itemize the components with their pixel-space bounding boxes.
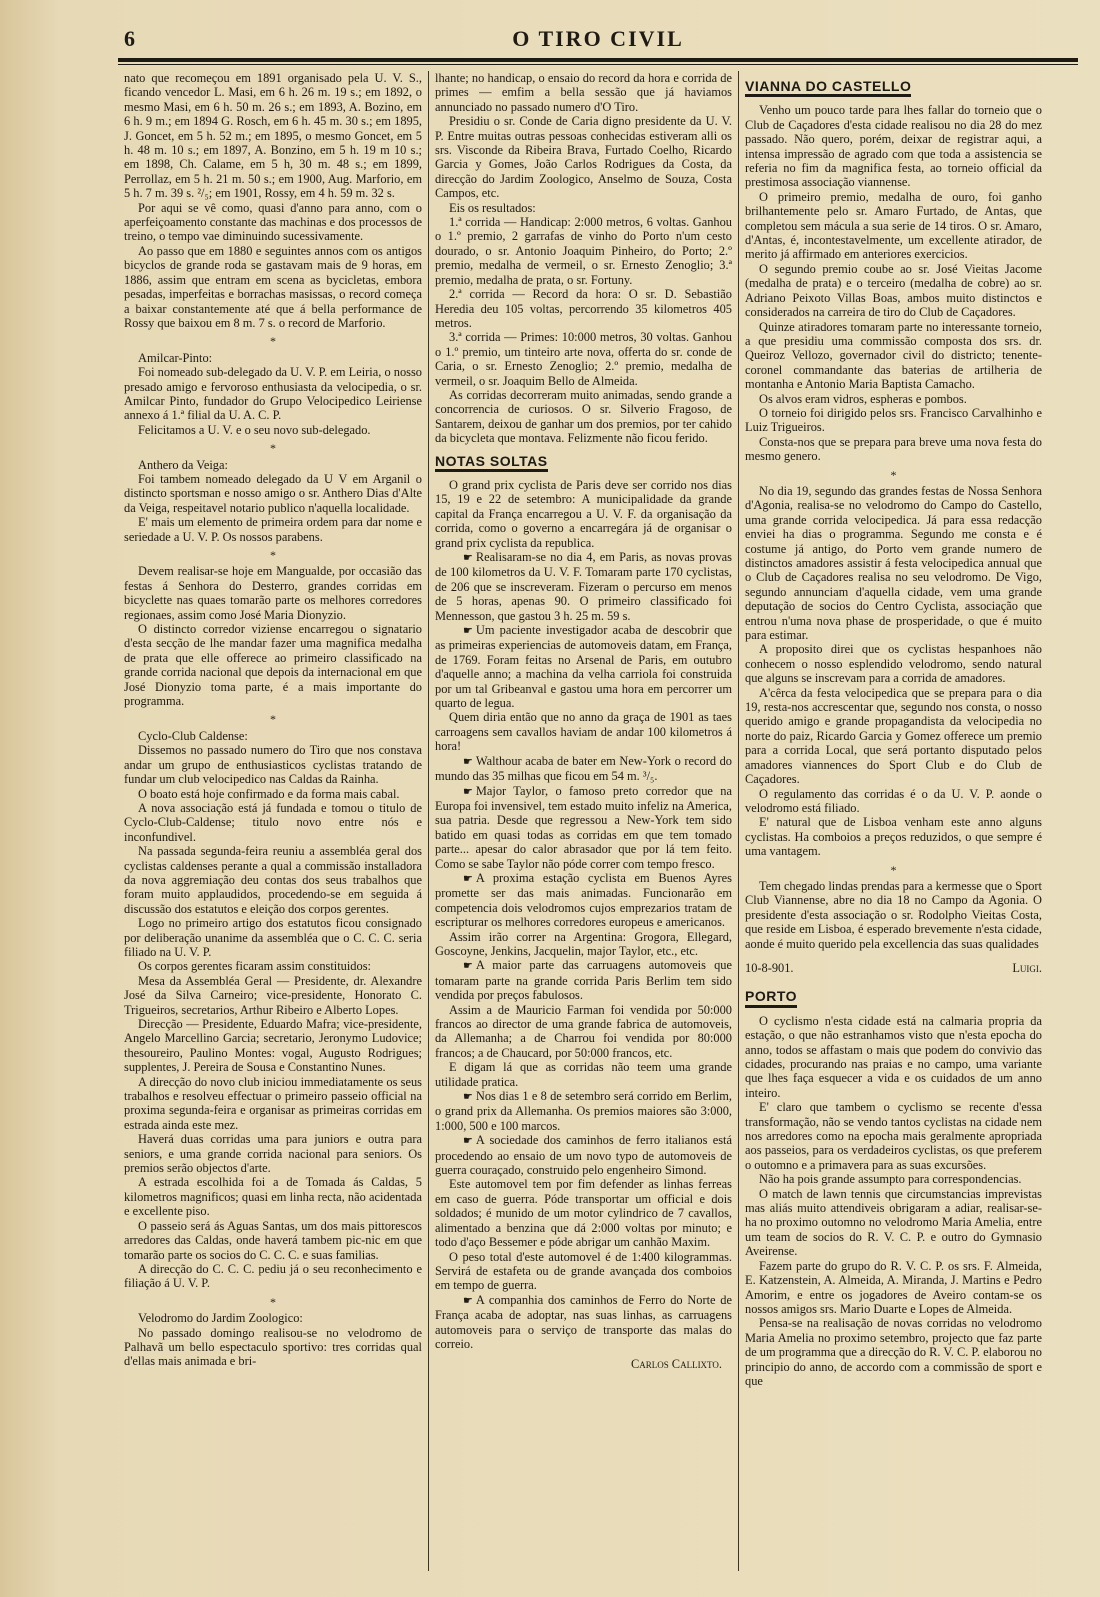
paragraph [124, 844, 422, 916]
paragraph [435, 114, 732, 200]
paragraph [745, 686, 1042, 787]
paragraph-text: A estrada escolhida foi a de Tomada ás Caldas, 5 kilometros magnificos; quasi em linha recta, não acidentada e excellente piso. [124, 1175, 422, 1219]
header-rule-thick [118, 58, 1078, 62]
paragraph-text: Walthour acaba de bater em New-York o record do mundo das 35 milhas que ficou em 54 m. ³/₅. [435, 753, 732, 784]
paragraph [124, 1075, 422, 1133]
paragraph-text: No passado domingo realisou-se no velodromo de Palhavã um bello espectaculo sportivo: tres corridas qual d'ellas mais animada e bri- [124, 1325, 422, 1369]
section-separator: * [270, 334, 276, 349]
paragraph-text: Major Taylor, o famoso preto corredor que na Europa foi invensivel, tem estado muito infeliz na America, sua patria. Desde que regressou a New-York tem sido batido em quasi todas as corridas em que tem tomado parte... apesar do calor abrasador que por lá tem feito. Como se sabe Taylor não póde correr com tempo fresco. [435, 783, 732, 871]
paragraph [124, 564, 422, 622]
paragraph-text: Por aqui se vê como, quasi d'anno para anno, com o aperfeiçoamento constante das machinas e dos processos de treino, o tempo vae diminuindo sucessivamente. [124, 200, 422, 244]
dateline-date: 10-8-901. [745, 960, 794, 975]
paragraph-text: 2.ª corrida — Record da hora: O sr. D. Sebastião Heredia deu 105 voltas, percorrendo 35 kilometros 405 metros. [435, 287, 732, 330]
paragraph [124, 515, 422, 544]
paragraph-text: Tem chegado lindas prendas para a kermesse que o Sport Club Viannense, abre no dia 18 no Campo da Agonia. O presidente d'esta associação o sr. Rodolpho Vieitas Costa, que reside em Lisboa, é esperado brevemente n'esta cidade, aonde é muito querido pela excellencia das suas qualidades [745, 878, 1042, 951]
paragraph-text: Pensa-se na realisação de novas corridas no velodromo Maria Amelia no proximo setembro, projecto que faz parte de um programma que a direcção do R. V. C. P. elaborou no principio do anno, de accordo com a commissão de sport e que [745, 1316, 1042, 1388]
paragraph [435, 201, 732, 215]
paragraph [745, 1014, 1042, 1100]
paragraph-text: A nova associação está já fundada e tomou o titulo de Cyclo-Club-Caldense; titulo novo entre nós e inconfundivel. [124, 800, 422, 844]
pointing-hand-icon: ☛ [463, 1091, 473, 1104]
paragraph-text: O peso total d'este automovel é de 1:400 kilogrammas. Servirá de estafeta ou de grande avançada dos comboios em tempo de guerra. [435, 1249, 732, 1293]
paragraph [124, 472, 422, 515]
paragraph-text: lhante; no handicap, o ensaio do record da hora e corrida de primes — emfim a bella sessão que já haviamos annunciado no passado numero d'O Tiro. [435, 71, 732, 114]
paragraph [124, 71, 422, 201]
paragraph [124, 787, 422, 801]
pointing-hand-icon: ☛ [463, 552, 473, 564]
paragraph-text: E' natural que de Lisboa venham este anno alguns cyclistas. Ha comboios a preços reduzidos, o que sempre é uma vantagem. [745, 815, 1042, 859]
paragraph-text: E' claro que tambem o cyclismo se recente d'essa transformação, não se vendo tantos cyclistas na cidade nem nos arredores como na epocha mais geralmente apropriada aos passeios, para os verdadeiros cyclistas, os que preferem o outomno e a primavera para as suas excursões. [745, 1100, 1042, 1172]
paragraph [435, 623, 732, 710]
pointing-hand-icon: ☛ [463, 1294, 473, 1307]
paragraph-text: Foi nomeado sub-delegado da U. V. P. em Leiria, o nosso presado amigo e fervoroso enthusiasta da velocipedia, o sr. Amilcar Pinto, fundador do Grupo Velocipedico Leiriense annexo á 1.ª filial da U. A. C. P. [124, 365, 422, 423]
paragraph [745, 1316, 1042, 1388]
paragraph [124, 458, 422, 472]
dateline-author: Luigi. [1012, 960, 1042, 975]
paragraph-text: O match de lawn tennis que circumstancias imprevistas mas aliás muito attendiveis obrigaram a adiar, realisar-se-ha no proximo outomno no velodromo Maria Amelia, entre um team de socios do R. V. C. P. e outro do Gymnasio Aveirense. [745, 1186, 1042, 1259]
section-separator: * [270, 441, 276, 456]
section-separator: * [270, 1294, 276, 1309]
page-header [118, 22, 1078, 58]
paragraph-text: Venho um pouco tarde para lhes fallar do torneio que o Club de Caçadores d'esta cidade realisou no dia 28 do mez passado. Não quero, porém, deixar de registrar aqui, a intensa impressão de agrado com que toda a assistencia se referia no fim da magnifica festa, ao torneio official da prestimosa associação viannense. [745, 103, 1042, 190]
paragraph [435, 215, 732, 287]
section-heading [745, 981, 1042, 1013]
paragraph-text: Velodromo do Jardim Zoologico: [138, 1311, 303, 1326]
paragraph-text: Amilcar-Pinto: [138, 350, 213, 365]
paragraph-text: Consta-nos que se prepara para breve uma nova festa do mesmo genero. [745, 434, 1042, 464]
paragraph [435, 710, 732, 753]
section-separator: * [270, 712, 276, 727]
paragraph-text: Assim a de Mauricio Farman foi vendida por 50:000 francos ao director de uma grande fabrica de automoveis, da Allemanha; a de Charrou foi vendida por 80:000 francos; a de Chaucard, por 50:000 francos, etc. [435, 1002, 732, 1060]
paragraph-text: E' mais um elemento de primeira ordem para dar nome e seriedade a U. V. P. Os nossos parabens. [124, 515, 422, 544]
paragraph-text: Direcção — Presidente, Eduardo Mafra; vice-presidente, Angelo Marcellino Garcia; secretario, Jeronymo Ludovice; thesoureiro, Paulino Montes: vogal, Augusto Rodrigues; supplentes, J. Pereira de Sousa e Constantino Nunes. [124, 1017, 422, 1075]
paragraph-text: Quem diria então que no anno da graça de 1901 as taes carroagens sem cavallos haviam de andar 100 kilometros á hora! [435, 710, 732, 754]
column-left [118, 71, 428, 1571]
paragraph-text: Presidiu o sr. Conde de Caria digno presidente da U. V. P. Entre muitas outras pessoas conhecidas estiveram alli os srs. Visconde da Ribeira Brava, Furtado Coelho, Ricardo Garcia y Gomes, João Carlos Rodrigues da Costa, da direcção do Jardim Zoologico, Anselmo de Souza, Costa Campos, etc. [435, 114, 732, 201]
paragraph [435, 1293, 732, 1352]
paragraph [435, 478, 732, 550]
paragraph [745, 787, 1042, 816]
paragraph [745, 103, 1042, 189]
paragraph [435, 330, 732, 388]
paragraph [435, 871, 732, 930]
paragraph [124, 729, 422, 743]
paragraph-text: O boato está hoje confirmado e da forma mais cabal. [138, 786, 400, 801]
paragraph [435, 1003, 732, 1061]
paragraph-text: O grand prix cyclista de Paris deve ser corrido nos dias 15, 19 e 22 de setembro: A municipalidade da grande capital da França encarregou a U. V. F. da organisação da corrida, como o governo a encarregára já de organisar o grand prix cyclista da republica. [435, 477, 732, 550]
paragraph-text: A sociedade dos caminhos de ferro italianos está procedendo ao ensaio de um novo typo de automoveis de guerra couraçado, construido pelo engenheiro Simond. [435, 1133, 732, 1178]
paragraph-text: O torneio foi dirigido pelos srs. Francisco Carvalhinho e Luiz Trigueiros. [745, 405, 1042, 435]
paragraph [124, 201, 422, 244]
paragraph [435, 71, 732, 114]
paragraph [435, 1060, 732, 1089]
section-separator: * [270, 548, 276, 562]
paragraph-text: Mesa da Assembléa Geral — Presidente, dr. Alexandre José da Silva Carneiro; vice-presidente, Honorato C. Trigueiros, secretarios, Arthur Ribeiro e Alberto Lopes. [124, 973, 422, 1017]
paragraph-text: 1.ª corrida — Handicap: 2:000 metros, 6 voltas. Ganhou o 1.º premio, 2 garrafas de vinho do Porto n'um cesto dourado, o sr. Antonio Joaquim Pinheiro, do Porto; 2.º premio, medalha de vermeil, o sr. Ernesto Zenoglio; 3.ª premio, medalha de prata, o sr. Fortuny. [435, 215, 732, 287]
paragraph-text: O distincto corredor viziense encarregou o signatario d'esta secção de lhe mandar fazer uma magnifica medalha de prata que elle offerece ao primeiro classificado na grande corrida nacional que depois da internacional em que José Dionyzio toma parte, é a mais importante do programma. [124, 622, 422, 709]
paragraph-text: Realisaram-se no dia 4, em Paris, as novas provas de 100 kilometros da U. V. F. Tomaram parte 170 cyclistas, de 206 que se inscreveram. Fizeram o percurso em menos de 5 horas, apenas 90. O primeiro classificado foi Mennesson, que gastou 3 h. 25 m. 59 s. [435, 550, 732, 623]
section-separator: * [890, 467, 897, 482]
page-number: 6 [124, 26, 135, 51]
paragraph-text: As corridas decorreram muito animadas, sendo grande a concorrencia de curiosos. O sr. Silverio Fragoso, de Santarem, deixou de ganhar um dos premios, por ter cahido da bicycleta que montava. Felizmente não ficou ferido. [435, 387, 732, 446]
pointing-hand-icon: ☛ [463, 960, 473, 973]
paragraph [745, 1259, 1042, 1317]
paragraph [435, 1089, 732, 1133]
paragraph-text: Este automovel tem por fim defender as linhas ferreas em caso de guerra. Póde transportar um official e dois soldados; é munido de um motor cylindrico de 7 cavallos, alimentado a benzina que dá 2:000 voltas por minuto; e todo d'aço Bessemer e póde abrigar um canhão Maxim. [435, 1177, 732, 1250]
paragraph [435, 1177, 732, 1249]
paragraph-text: Os alvos eram vidros, espheras e pombos. [759, 391, 967, 406]
paragraph-text: Quinze atiradores tomaram parte no interessante torneio, a que presidiu uma commissão composta dos srs. dr. Queiroz Vellozo, governador civil do districto; tenente-coronel commandante das baterias de artilheria de montanha e Antonio Maria Baptista Camacho. [745, 319, 1042, 392]
paragraph [124, 423, 422, 437]
paragraph [124, 1017, 422, 1075]
masthead-title: O TIRO CIVIL [512, 26, 684, 51]
paragraph-text: Eis os resultados: [449, 200, 536, 215]
paragraph [745, 435, 1042, 464]
column-right [738, 71, 1048, 1571]
paragraph [745, 484, 1042, 642]
paragraph-text: A'cêrca da festa velocipedica que se prepara para o dia 19, resta-nos accrescentar que, segundo nos consta, o nosso querido amigo e grande propagandista da velocipedia no norte do paiz, Ricardo Garcia y Gomez offerece um premio para a corrida Local, que será portanto disputado pelos amadores viannences do Sport Club e do Club de Caçadores. [745, 685, 1042, 787]
paragraph [124, 916, 422, 959]
section-separator: * [890, 862, 897, 877]
paragraph-text: A maior parte das carruagens automoveis que tomaram parte na grande corrida Paris Berlim tem sido vendida por preços fabulosos. [435, 958, 732, 1003]
paragraph [745, 392, 1042, 406]
paragraph-text: No dia 19, segundo das grandes festas de Nossa Senhora d'Agonia, realisa-se no velodromo do Campo do Castello, uma grande corrida velocipedica. Já para essa redacção enviei ha dias o programma. Segundo me consta e é costume já antigo, do Porto vem grande numero de distinctos amadores assistir á festa velocipedica annual que o Club de Caçadores realisa no seu velodromo. De Vigo, segundo annunciam d'aquella cidade, vem uma grande deputação de socios do Centro Cyclista, associação que entrou n'uma nova phase de prosperidade, o que é muito para estimar. [745, 483, 1042, 643]
paragraph [435, 784, 732, 871]
pointing-hand-icon: ☛ [463, 755, 473, 768]
pointing-hand-icon: ☛ [463, 785, 473, 798]
paragraph [124, 801, 422, 844]
paragraph-text: O passeio será ás Aguas Santas, um dos mais pittorescos arredores das Caldas, onde haverá tambem pic-nic em que tomarão parte os socios do C. C. C. e suas familias. [124, 1218, 422, 1262]
paragraph [435, 1133, 732, 1177]
column-middle [428, 71, 738, 1571]
columns [118, 71, 1078, 1571]
author-signature: Carlos Callixto. [630, 1357, 722, 1372]
paragraph [435, 388, 732, 446]
paragraph [124, 1219, 422, 1262]
paragraph [124, 974, 422, 1017]
paragraph [124, 959, 422, 973]
section-title: VIANNA DO CASTELLO [745, 75, 911, 97]
paragraph-text: O regulamento das corridas é o da U. V. P. aonde o velodromo está filiado. [745, 786, 1042, 815]
paragraph [124, 1132, 422, 1175]
section-title: PORTO [745, 985, 797, 1007]
paragraph-text: Fazem parte do grupo do R. V. C. P. os srs. F. Almeida, E. Katzenstein, A. Almeida, A. Miranda, J. Martins e Pedro Amorim, e entre os jogadores de Aveiro contam-se os nossos amigos srs. Mario Duarte e Lopes de Almeida. [745, 1258, 1042, 1316]
paragraph-text: Na passada segunda-feira reuniu a assembléa geral dos cyclistas caldenses perante a qual a commissão installadora da nova aggremiação deu contas dos seus trabalhos que foram muito applaudidos, procedendo-se em seguida á discussão dos estatutos e eleição dos corpos gerentes. [124, 844, 422, 916]
paragraph [745, 1172, 1042, 1186]
pointing-hand-icon: ☛ [463, 625, 473, 638]
paragraph [745, 1187, 1042, 1259]
paragraph-text: Ao passo que em 1880 e seguintes annos com os antigos bicyclos de grande roda se gastavam mais de 9 horas, em 1886, assim que entram em scena as bycicletas, embora pesadas, imperfeitas e borrachas masissas, o record começa a baixar constantemente até que á bella performance de Rossy que baixou em 8 m. 7 s. o record de Marforio. [124, 243, 422, 330]
paragraph [124, 1326, 422, 1369]
pointing-hand-icon: ☛ [463, 872, 473, 885]
dateline [745, 961, 1042, 975]
paragraph [745, 879, 1042, 951]
paragraph [124, 622, 422, 708]
paragraph [435, 550, 732, 623]
paragraph-text: O segundo premio coube ao sr. José Vieitas Jacome (medalha de prata) e o terceiro (medalha de cobre) ao sr. Adriano Peixoto Villas Boas, ambos muito distinctos e considerados na carreira de tiro do Club de Caçadores. [745, 261, 1042, 320]
section-heading [745, 71, 1042, 103]
paragraph-text: A direcção do novo club iniciou immediatamente os seus trabalhos e resolveu effectuar o primeiro passeio official na proxima segunda-feira e organisar as primeiras corridas em estrada ainda este mez. [124, 1074, 422, 1132]
paragraph-text: A proxima estação cyclista em Buenos Ayres promette ser das mais animadas. Funcionarão em competencia dois velodromos cujos emprezarios tratam de escripturar os melhores corredores europeus e americanos. [435, 870, 732, 930]
paragraph [745, 815, 1042, 858]
header-rule-thin [118, 64, 1078, 65]
paragraph-text: Dissemos no passado numero do Tiro que nos constava andar um grupo de enthusiasticos cyclistas tratando de fundar um club velocipedico nas Caldas da Rainha. [124, 743, 422, 787]
paragraph [435, 930, 732, 959]
paragraph [745, 406, 1042, 435]
paragraph-text: nato que recomeçou em 1891 organisado pela U. V. S., ficando vencedor L. Masi, em 6 h. 26 m. 19 s.; em 1892, o mesmo Masi, em 6 h. 50 m. 26 s.; em 1893, A. Bozino, em 6 h. 9 m.; em 1894 G. Rosch, em 6 h. 45 m. 30 s.; em 1895, J. Goncet, em 5 h. 52 m.; em 1895, o mesmo Goncet, em 5 h. 48 m. 10 s.; em 1897, A. Bonzino, em 5 h. 19 m 10 s.; em 1898, Ch. Calame, em 5 h, 30 m. 48 s.; em 1899, Perrollaz, em 5 h. 21 m. 50 s.; em 1900, Aug. Marforio, em 5 h. 7 m. 39 s. ²/₅; em 1901, Rossy, em 4 h. 59 m. 32 s. [124, 71, 422, 201]
paragraph-text: 3.ª corrida — Primes: 10:000 metros, 30 voltas. Ganhou o 1.º premio, um tinteiro arte nova, offerta do sr. conde de Caria, o sr. Ernesto Zenoglio; 2.º premio, medalha de vermeil, o sr. Joaquim Bello de Almeida. [435, 330, 732, 388]
paragraph [124, 351, 422, 365]
paragraph [745, 262, 1042, 320]
section-title: NOTAS SOLTAS [435, 450, 548, 472]
paragraph-text: Foi tambem nomeado delegado da U V em Arganil o distincto sportsman e nosso amigo o sr. Anthero Dias d'Alte da Veiga, respeitavel notario publico n'aquella localidade. [124, 471, 422, 515]
paragraph [124, 244, 422, 330]
paragraph-text: Os corpos gerentes ficaram assim constituidos: [138, 959, 371, 974]
paragraph-text: A direcção do C. C. C. pediu já o seu reconhecimento e filiação á U. V. P. [124, 1261, 422, 1291]
paragraph [124, 1175, 422, 1218]
paragraph-text: O primeiro premio, medalha de ouro, foi ganho brilhantemente pelo sr. Amaro Furtado, de Antas, que completou sem mácula a sua serie de 14 tiros. O sr. Amaro, d'Antas, é, incontestavelmente, um excellente atirador, de merito já affirmado em anteriores exercicios. [745, 189, 1042, 262]
paragraph-text: Felicitamos a U. V. e o seu novo sub-delegado. [138, 422, 371, 437]
paragraph-text: Assim irão correr na Argentina: Grogora, Ellegard, Goscoyne, Jenkins, Jacquelin, major Taylor, etc., etc. [435, 929, 732, 958]
paragraph [435, 754, 732, 784]
paragraph [124, 365, 422, 423]
paragraph [745, 320, 1042, 392]
paragraph-text: Não ha pois grande assumpto para correspondencias. [759, 1172, 1022, 1187]
paragraph-text: Cyclo-Club Caldense: [138, 728, 248, 743]
paragraph-text: Haverá duas corridas uma para juniors e outra para seniors, e uma grande corrida nacional para seniors. Os premios serão objectos d'arte. [124, 1132, 422, 1176]
section-heading [435, 446, 732, 478]
paragraph [435, 1250, 732, 1293]
paragraph [435, 287, 732, 330]
paragraph [745, 1100, 1042, 1172]
paragraph-text: Anthero da Veiga: [138, 457, 228, 472]
paragraph-text: E digam lá que as corridas não teem uma grande utilidade pratica. [435, 1060, 732, 1089]
paragraph-text: Nos dias 1 e 8 de setembro será corrido em Berlim, o grand prix da Allemanha. Os premios maiores são 3:000, 1:000, 500 e 100 marcos. [435, 1089, 732, 1133]
paragraph-text: Logo no primeiro artigo dos estatutos ficou consignado por deliberação unanime da assembléa que o C. C. C. seria filiado na U. V. P. [124, 916, 422, 959]
paragraph-text: Devem realisar-se hoje em Mangualde, por occasião das festas á Senhora do Desterro, grandes corridas em bicyclette nas quaes tomarão parte os melhores corredores regionaes, assim como José Maria Dionyzio. [124, 564, 422, 622]
paragraph [745, 642, 1042, 685]
paragraph [124, 1262, 422, 1291]
paragraph [124, 1311, 422, 1325]
paragraph [435, 958, 732, 1002]
paragraph [745, 190, 1042, 262]
paragraph [124, 743, 422, 786]
pointing-hand-icon: ☛ [463, 1135, 473, 1148]
paragraph-text: Um paciente investigador acaba de descobrir que as primeiras experiencias de automoveis datam, em França, de 1769. Foram feitas no Arsenal de Paris, em outubro d'aquelle anno; a machina da velha carriola foi construida por um tal Gribeanval e gastou uma hora em percorrer um quarto de legua. [435, 623, 732, 711]
paragraph-text: A proposito direi que os cyclistas hespanhoes não conhecem o nosso esplendido velodromo, sendo natural que alguns se inscrevam para a corrida de amadores. [745, 642, 1042, 686]
paragraph-text: O cyclismo n'esta cidade está na calmaria propria da estação, o que não estranhamos visto que n'esta epocha do anno, todos se affastam o mais que podem do convivio das cidades, procurando nas praias e no campo, uma variante que lhes faça esquecer a vida e os cuidados de um anno inteiro. [745, 1013, 1042, 1100]
paragraph-text: A companhia dos caminhos de Ferro do Norte de França acaba de adoptar, nas suas linhas, as carruagens automoveis para o serviço de transporte das malas do correio. [435, 1292, 732, 1351]
